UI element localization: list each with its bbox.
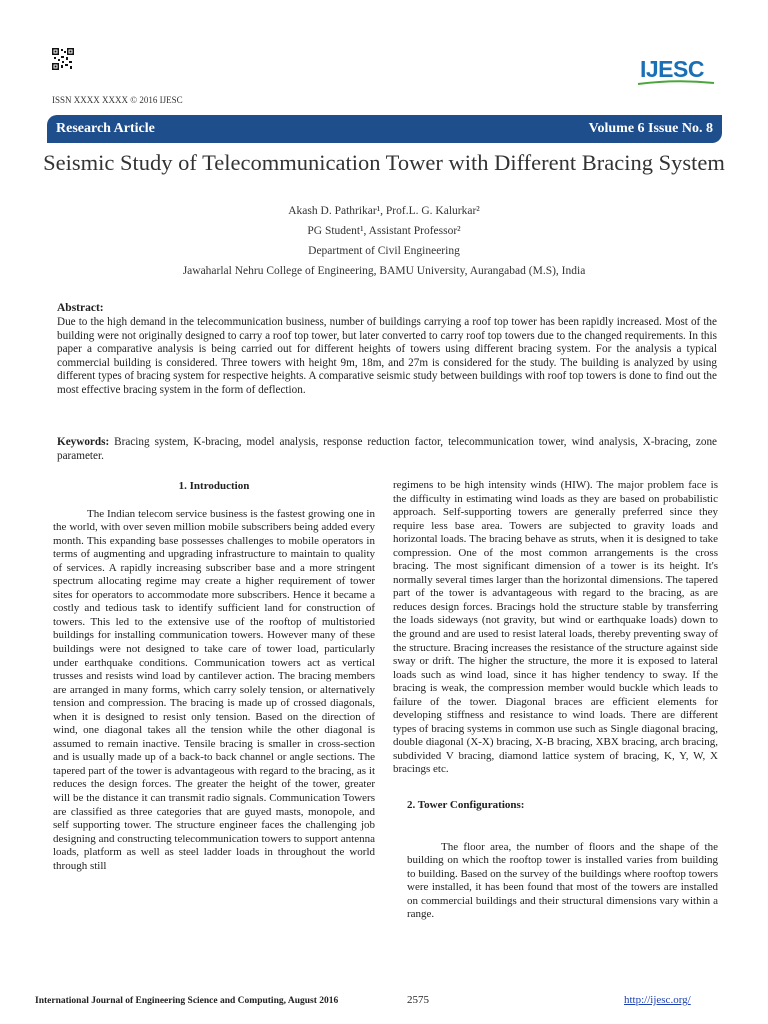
volume-issue: Volume 6 Issue No. 8 (588, 121, 713, 136)
article-type: Research Article (56, 121, 155, 136)
paper-title: Seismic Study of Telecommunication Tower with Different Bracing System (43, 150, 725, 175)
section-heading-introduction: 1. Introduction (178, 480, 250, 492)
author-roles: PG Student¹, Assistant Professor² (307, 225, 461, 237)
right-column (393, 479, 718, 922)
abstract-heading: Abstract: (57, 302, 104, 314)
keywords-text: Bracing system, K-bracing, model analysis, response reduction factor, telecommunication tower, wind analysis, X-bracing, zone parameter. (57, 436, 717, 462)
introduction-text: The Indian telecom service business is the fastest growing one in the world, with over seven million mobile subscribers being added every month. This expanding base possesses challenges to mobile operators in terms of augmenting and upgrading infrastructure to maintain to quality of services. A rapidly increasing subscriber base and a more stringent spectrum allocating regime may create a higher requirement of tower sites for operators to accommodate more subscribers. Hence it became a costly and tedious task to identify sufficient land for construction of towers. This led to the extensive use of the rooftop of multistoried buildings for installing communication towers. However many of these buildings were not designed to take care of tower load, particularly under earthquake conditions. Communication towers act as vertical trusses and resists wind load by cantilever action. The bracing members are arranged in many forms, which carry solely tension, or alternatively tension and compression. The bracing is made up of crossed diagonals, when it is designed to resist only tension. Based on the direction of wind, one diagonal takes all the tension while the other diagonal is assumed to remain inactive. Tensile bracing is smaller in cross-section and is usually made up of a back-to back channel or angle sections. The tapered part of the tower is advantageous with regard to the bracing, as it reduces the design forces. The greater the height of the tower, greater will be the distance it can transmit radio signals. Communication Towers are classified as three categories that are guyed masts, monopole, and self supporting tower. The structure engineer faces the challenging job designing and constructing telecommunication towers to support antenna loads, platform as well as steel ladder loads in throughout the world through still (53, 507, 375, 872)
section-heading-tower-configurations: 2. Tower Configurations: (407, 799, 525, 812)
bracing-text: regimens to be high intensity winds (HIW). The major problem face is the difficulty in estimating wind loads as they are based on probabilistic approach. Self-supporting towers are generally preferred since they require less base area. Towers are subjected to gravity loads and horizontal loads. The bracing behave as struts, when it is designed to take compression. One of the most common arrangements is the cross bracing. The most significant dimension of a tower is its height. It's normally several times larger than the horizontal dimensions. The tapered part of the tower is advantageous with regard to the bracing, as are reduces design forces. Bracings hold the structure stable by transferring the loads sideways (not gravity, but wind or earthquake loads) down to the ground and are used to resist lateral loads, thereby preventing sway of the structure. Bracing increases the resistance of the structure against side sway or drift. The higher the structure, the more it is exposed to lateral loads such as wind load, since it has higher tendency to sway. If the bracing is weak, the compression member would buckle which leads to failure of the tower. Diagonal braces are efficient elements for developing stiffness and resistance to wind loads. There are different types of bracing systems in common use such as Single diagonal bracing, double diagonal (X-X) bracing, X-B bracing, XBX bracing, arch bracing, subdivided V bracing, diamond lattice system of bracing, K, Y, W, X bracings etc. (393, 479, 718, 776)
journal-url-link[interactable]: http://ijesc.org/ (624, 994, 691, 1006)
qr-code-icon (52, 48, 74, 70)
institution: Jawaharlal Nehru College of Engineering, BAMU University, Aurangabad (M.S), India (182, 265, 586, 277)
left-column (53, 480, 375, 873)
keywords-label: Keywords: (57, 436, 110, 448)
issn-text: ISSN XXXX XXXX © 2016 IJESC (52, 95, 183, 105)
tower-configurations-text: The floor area, the number of floors and the shape of the building on which the rooftop tower is installed varies from building to building. Based on the survey of the buildings where rooftop towers were installed, it has been found that most of the towers are installed on commercial buildings and their structural dimensions vary within a range. (407, 840, 719, 921)
article-header-bar (47, 115, 722, 143)
department: Department of Civil Engineering (308, 245, 460, 257)
authors: Akash D. Pathrikar¹, Prof.L. G. Kalurkar² (288, 205, 480, 217)
journal-logo: IJESC (640, 56, 704, 82)
logo-swoosh-icon (636, 80, 716, 86)
keywords (57, 436, 717, 463)
page-number: 2575 (407, 994, 429, 1006)
footer-journal: International Journal of Engineering Science and Computing, August 2016 (35, 996, 339, 1006)
abstract-text: Due to the high demand in the telecommunication business, number of buildings carrying a roof top tower has been rapidly increased. Most of the building were not originally designed to carry a roof top tower, but later converted to carry roof top towers due to the changed requirements. In this paper a comparative analysis is being carried out for different heights of towers using different bracing system. For the analysis a typical commercial building is considered. Three towers with height 9m, 18m, and 27m is considered for the study. The building is analyzed by using different types of bracing system for respective heights. A comparative seismic study between buildings with roof top towers is done to find out the most effective bracing system in the form of deflection. (57, 316, 717, 396)
